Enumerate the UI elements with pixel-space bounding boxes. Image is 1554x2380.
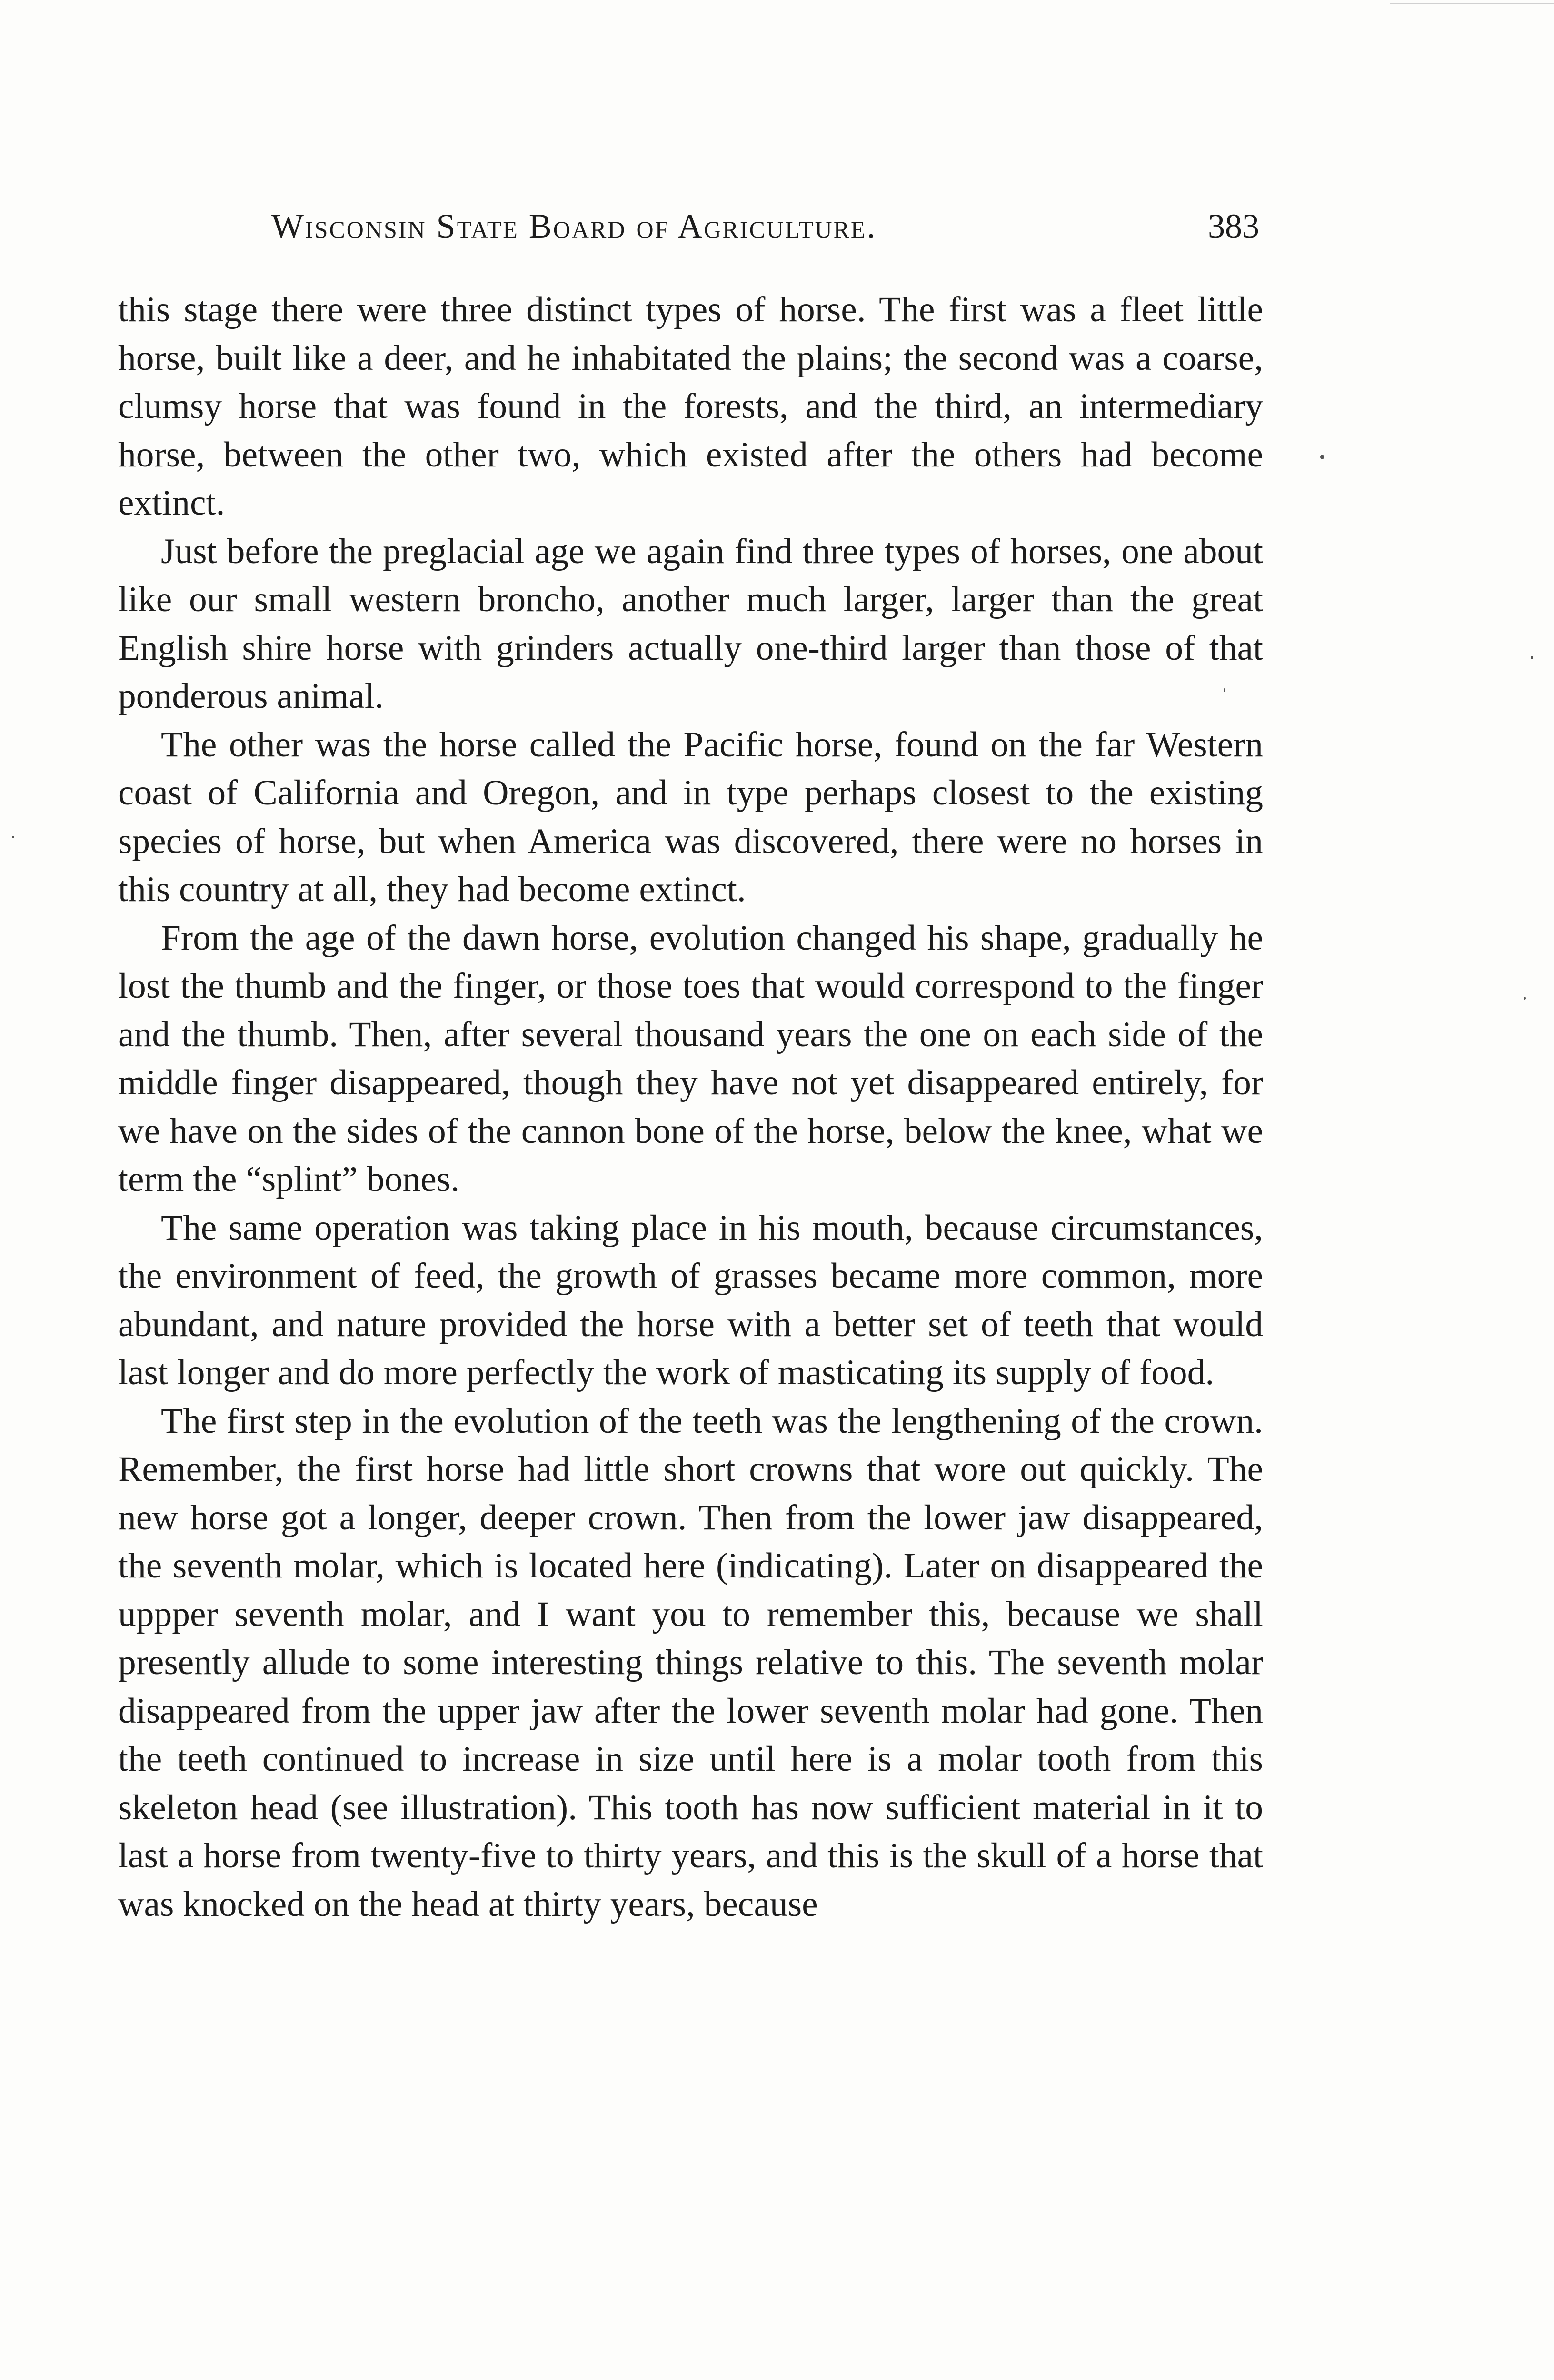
page-header (271, 202, 1259, 250)
paragraph: The same operation was taking place in his mouth, because circumstances, the environment of feed, the growth of grasses became more common, more abundant, and nature provided the horse with a better set of teeth that would last longer and do more perfectly the work of masticating its supply of food. (118, 1208, 1263, 1392)
paragraph: The first step in the evolution of the teeth was the lengthening of the crown. Remember, the first horse had little short crowns that wore out quickly. The new horse got a longer, deeper crown. Then from the lower jaw disappeared, the seventh molar, which is located here (indicating). Later on disappeared the uppper seventh molar, and I want you to remember this, because we shall presently allude to some interesting things relative to this. The seventh molar disappeared from the upper jaw after the lower seventh molar had gone. Then the teeth continued to increase in size until here is a molar tooth from this skeleton head (see illustration). This tooth has now sufficient material in it to last a horse from twenty-five to thirty years, and this is the skull of a horse that was knocked on the head at thirty years, because (118, 1401, 1263, 1924)
scan-speck (12, 836, 14, 838)
scan-speck (1531, 656, 1533, 659)
paragraph: From the age of the dawn horse, evolution changed his shape, gradually he lost the thumb and the finger, or those toes that would correspond to the finger and the thumb. Then, after several thousand years the one on each side of the middle finger disappeared, though they have not yet disappeared entirely, for we have on the sides of the cannon bone of the horse, below the knee, what we term the “splint” bones. (118, 918, 1263, 1199)
paragraph-continued: this stage there were three distinct types of horse. The first was a fleet little horse, built like a deer, and he inhabitated the plains; the second was a coarse, clumsy horse that was found in the forests, and the third, an intermediary horse, between the other two, which existed after the others had become extinct. (118, 290, 1263, 523)
scan-speck (1320, 455, 1324, 459)
top-edge-rule (1390, 3, 1554, 4)
body-text (118, 286, 1263, 1928)
paragraph: The other was the horse called the Pacific horse, found on the far Western coast of California and Oregon, and in type perhaps closest to the existing species of horse, but when America was discovered, there were no horses in this country at all, they had become extinct. (118, 724, 1263, 909)
scan-speck (1524, 997, 1526, 1000)
paragraph: Just before the preglacial age we again find three types of horses, one about like our small western broncho, another much larger, larger than the great English shire horse with grinders actually one-third larger than those of that ponderous animal. (118, 531, 1263, 716)
page-number: 383 (1208, 207, 1259, 245)
scan-speck (1224, 688, 1225, 692)
running-head: Wisconsin State Board of Agriculture. (271, 207, 877, 245)
